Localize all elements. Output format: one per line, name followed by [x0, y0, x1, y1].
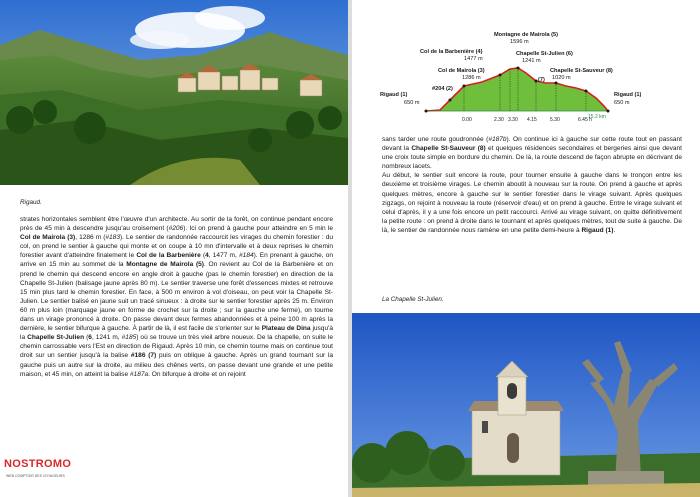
bold-text: Montagne de Mairola (5): [126, 261, 204, 269]
time-2: 3.30: [508, 117, 518, 123]
text-run: , 1477 m,: [208, 252, 240, 260]
text-run: ). Ici on prend à gauche pour atteindre en 5 min le: [183, 225, 333, 233]
logo-text: NOSTROMO: [4, 458, 72, 470]
bold-text: Rigaud (1): [581, 226, 614, 234]
label-col-barbeniere: Col de la Barbenière (4): [420, 49, 483, 55]
chapelle-caption: La Chapelle St-Julien.: [382, 296, 444, 303]
text-run: ). Le sentier de randonnée raccourcit les virages du chemin forestier : du col, on prend le sentier à gauche qui monte et on coupe à 10 mn d'intervalle et à deux reprises le chemin forestier avant d'atteindre finalement le: [20, 234, 333, 260]
waypoint-ref: #184: [239, 252, 254, 260]
chapelle-photo: [352, 313, 700, 497]
right-paragraph-2: [382, 171, 682, 235]
label-rigaud-start-alt: 650 m: [404, 100, 420, 106]
time-4: 5.30: [550, 117, 560, 123]
rigaud-photo: [0, 0, 348, 185]
bold-text: Plateau de Dina: [261, 325, 311, 333]
waypoint-ref: #187a: [129, 370, 149, 378]
text-run: puis on oblique à gauche. Après un grand tournant sur la gauche puis un autre sur la droite, au milieu des chênes verts, on passe devant une grande et une petite maison, et 45 min, on atteint la balise: [20, 352, 333, 378]
label-rigaud-end: Rigaud (1): [614, 92, 642, 98]
label-col-mairola: Col de Mairola (3): [438, 68, 485, 74]
label-seven: (7): [538, 77, 545, 83]
rigaud-caption: Rigaud.: [20, 199, 42, 206]
text-run: , 1286 m (: [75, 234, 106, 242]
text-run: , 1241 m,: [91, 334, 122, 342]
text-run: . On bifurque à droite et on rejoint: [148, 370, 246, 378]
bold-text: Chapelle St-Julien: [27, 334, 85, 342]
bold-text: Chapelle St-Sauveur (8): [411, 145, 486, 153]
label-chapelle-julien: Chapelle St-Julien (6): [516, 51, 573, 57]
time-1: 2.30: [494, 117, 504, 123]
label-rigaud-start: Rigaud (1): [380, 92, 408, 98]
right-body-text: [382, 135, 682, 235]
bold-text: 4: [205, 252, 209, 260]
bold-text: #186 (7): [130, 352, 157, 360]
text-run: (: [84, 334, 89, 342]
left-page: [0, 0, 348, 497]
text-run: ) où se trouve un très vieil arbre noueux. De la chapelle, on suite le chemin carrossable vers l'Est en direction de Rigaud. Après 10 min, ce chemin tourne mais on continue tout droit sur un sentier jusqu'à la balise: [20, 334, 333, 360]
bold-text: Col de la Barbenière: [136, 252, 201, 260]
left-paragraph: [20, 215, 333, 379]
time-3: 4.15: [527, 117, 537, 123]
text-run: (: [200, 252, 206, 260]
right-paragraph-1: [382, 135, 682, 171]
text-run: strates horizontales semblent être l'œuvre d'un architecte. Au sortir de la forêt, on continue pendant encore près de 45 min à descendre jusqu'au croisement (: [20, 216, 333, 233]
label-balise: #204 (2): [432, 86, 453, 92]
label-col-mairola-alt: 1286 m: [462, 75, 481, 81]
label-col-barbeniere-alt: 1477 m: [464, 56, 483, 62]
time-0: 0.00: [462, 117, 472, 123]
text-run: ). En prenant à gauche, on arrive en 15 min au sommet de la: [20, 252, 334, 269]
text-run: . On revient au Col de la Barbenière et on prend le chemin qui descend encore en angle droit à gauche (pas le chemin forestier) en direction de la Chapelle St-Julien (balisage jaune après 80 m). Le sentier traverse une forêt d'essences mixtes et retrouve 15 min plus tard le chemin forestier. En face, à 500 m environ à vol d'oiseau, on peut voir la Chapelle St-Julien. Le sentier balisé en jaune suit un tracé sinueux : à droite sur le sentier forestier après 25 m. Environ 60 m plus loin (marquage jaune en forme de crochet sur la droite ; sur la gauche une ferme), on tourne dans un virage prononcé à droite. On passe devant deux fermes abandonnées et à peine 100 m après la dernière, le sentier bifurque à gauche. À partir de là, il est facile de s'orienter sur le: [20, 261, 333, 333]
elevation-profile: [352, 28, 700, 128]
left-body-text: [20, 215, 333, 379]
text-run: et quelques résidences secondaires et bergeries ainsi que devant une croix toute simple en bordure du chemin. De là, la route descend de façon abrupte en décrivant de nombreux lacets.: [382, 145, 682, 171]
text-run: ). On continue ici à gauche sur cette route tout en passant devant la: [382, 136, 682, 153]
waypoint-ref: #206: [168, 225, 184, 233]
label-montagne-alt: 1596 m: [510, 39, 529, 45]
label-montagne: Montagne de Mairola (5): [494, 32, 559, 38]
nostromo-logo: [4, 452, 72, 492]
bold-text: Col de Mairola (3): [20, 234, 76, 242]
right-page: [352, 0, 700, 497]
text-run: sans tarder une route goudronnée (: [382, 136, 489, 143]
waypoint-ref: #183: [105, 234, 120, 242]
logo-subtext: WEB COMPTOIR DES VOYAGEURS: [6, 474, 65, 478]
distance-label: 15.2 km: [588, 114, 606, 120]
waypoint-ref: #185: [121, 334, 137, 342]
text-run: .: [613, 226, 616, 234]
label-chapelle-julien-alt: 1241 m: [522, 58, 541, 64]
text-run: jusqu'à la: [20, 325, 333, 342]
label-chapelle-sauveur: Chapelle St-Sauveur (8): [550, 68, 613, 74]
label-rigaud-end-alt: 650 m: [614, 100, 630, 106]
text-run: Au début, le sentier suit encore la route, pour tourner ensuite à gauche dans le tronçon entre les deuxième et troisième virages. Le chemin aboutit à nouveau sur la route. On prend à gauche et après quelques mètres, encore à gauche sur le sentier forestier dans le virage suivant. Après quelques zigzags, on rejoint à nouveau la route (réservoir d'eau) et on prend à gauche. Entre le virage suivant et celui d'après, il y a une fois encore un petit raccourci. Arrivé au virage suivant, on quitte définitivement la petite route : on prend à droite dans le tournant et après quelques mètres, tout de suite à gauche. De là, le sentier de randonnée nous ramène en une petite demi-heure à: [382, 172, 682, 234]
waypoint-ref: #187b: [488, 136, 507, 143]
time-5: 6.45 h: [578, 117, 592, 123]
label-chapelle-sauveur-alt: 1020 m: [552, 75, 571, 81]
bold-text: 6: [88, 334, 92, 342]
